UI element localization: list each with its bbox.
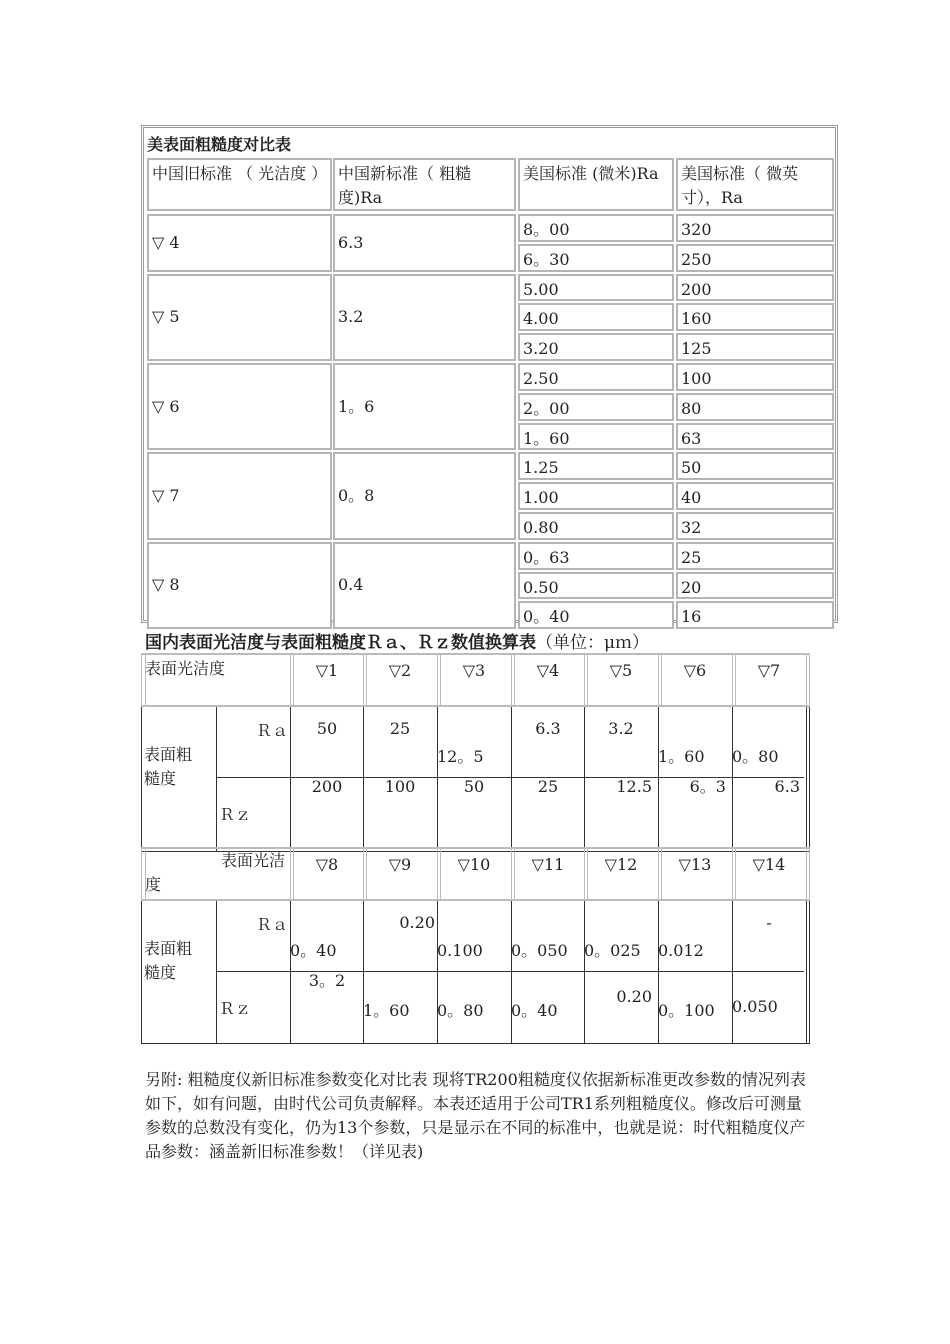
us-micron-ra-cell: 1.25	[518, 452, 674, 480]
body-right-border	[809, 707, 810, 851]
rz-value-cell: 3。2	[308, 971, 346, 990]
finish-roughness-conversion-table	[141, 653, 810, 1065]
ra-value-cell: 12。5	[437, 747, 484, 766]
new-standard-ra-cell: 0。8	[333, 452, 516, 539]
us-microinch-ra-cell: 80	[676, 393, 834, 421]
body-col-rule	[806, 901, 807, 1043]
ra-value-cell: 25	[389, 719, 411, 738]
body-left-border	[141, 901, 142, 1043]
us-microinch-ra-cell: 320	[676, 214, 834, 242]
us-micron-ra-cell: 6。30	[518, 244, 674, 272]
ra-value-cell: 50	[316, 719, 338, 738]
header-bottom-rule	[141, 705, 810, 707]
rz-value-cell: 0。40	[511, 1001, 558, 1020]
new-standard-ra-cell: 0.4	[333, 542, 516, 629]
finish-grade-label: ▽12	[604, 855, 638, 874]
surface-roughness-label: 表面粗糙度	[144, 939, 193, 982]
new-standard-ra-cell: 6.3	[333, 214, 516, 272]
table1-title: 美表面粗糙度对比表	[147, 135, 292, 154]
rz-value-cell: 1。60	[363, 1001, 410, 1020]
rz-value-cell: 0。100	[658, 1001, 715, 1020]
rz-value-cell: 0.050	[732, 997, 778, 1016]
ra-label: Ｒａ	[255, 721, 288, 740]
table2-title-text: 国内表面光洁度与表面粗糙度Ｒａ、Ｒｚ数值换算表	[145, 633, 536, 653]
table2-title	[145, 628, 649, 653]
old-standard-grade-cell: ▽ 8	[147, 542, 332, 629]
rz-value-cell: 6.3	[774, 777, 800, 796]
new-standard-ra-cell: 1。6	[333, 363, 516, 450]
finish-grade-label: ▽6	[683, 661, 707, 680]
ra-value-cell: 0。80	[732, 747, 779, 766]
finish-grade-label: ▽9	[388, 855, 412, 874]
header-col-rule	[806, 847, 807, 899]
rz-label: Ｒｚ	[219, 999, 252, 1018]
us-microinch-ra-cell: 16	[676, 601, 834, 629]
old-standard-grade-cell: ▽ 6	[147, 363, 332, 450]
us-microinch-ra-cell: 100	[676, 363, 834, 391]
rz-value-cell: 50	[463, 777, 485, 796]
finish-grade-label: ▽7	[757, 661, 781, 680]
us-micron-ra-cell: 3.20	[518, 333, 674, 361]
ra-value-cell: -	[766, 913, 772, 932]
old-standard-grade-cell: ▽ 4	[147, 214, 332, 272]
surface-finish-header: 表面光洁度	[145, 659, 226, 678]
rz-value-cell: 0.20	[616, 987, 652, 1006]
finish-grade-label: ▽10	[457, 855, 491, 874]
rz-label: Ｒｚ	[219, 805, 252, 824]
header-top-rule	[141, 653, 810, 655]
rz-value-cell: 0。80	[437, 1001, 484, 1020]
old-standard-grade-cell: ▽ 5	[147, 274, 332, 361]
table1-header-cell: 美国标准 (微米)Ra	[518, 158, 674, 211]
finish-grade-label: ▽4	[536, 661, 560, 680]
header-col-rule	[141, 653, 142, 705]
us-micron-ra-cell: 1。60	[518, 423, 674, 451]
us-microinch-ra-cell: 50	[676, 452, 834, 480]
table1-header-cell: 美国标准（ 微英寸），Ra	[676, 158, 834, 211]
table1-header-cell: 中国旧标准 （ 光洁度 ）	[147, 158, 332, 211]
finish-grade-label: ▽13	[678, 855, 712, 874]
finish-grade-label: ▽8	[315, 855, 339, 874]
header-col-rule	[809, 847, 810, 899]
us-micron-ra-cell: 0。63	[518, 542, 674, 570]
body-bottom-rule	[141, 1043, 810, 1044]
us-micron-ra-cell: 8。00	[518, 214, 674, 242]
us-micron-ra-cell: 5.00	[518, 274, 674, 302]
us-microinch-ra-cell: 25	[676, 542, 834, 570]
appendix-note: 另附: 粗糙度仪新旧标准参数变化对比表 现将TR200粗糙度仪依据新标准更改参数的情况列表如下，如有问题，由时代公司负责解释。本表还适用于公司TR1系列粗糙度仪。修改后可测量参数的总数没有变化，仍为13个参数，只是显示在不同的标准中，也就是说：时代粗糙度仪产品参数：涵盖新旧标准参数！（详见表)	[145, 1070, 806, 1161]
finish-grade-label: ▽1	[315, 661, 339, 680]
us-microinch-ra-cell: 63	[676, 423, 834, 451]
table2-unit: （单位：μｍ）	[536, 633, 650, 653]
us-micron-ra-cell: 4.00	[518, 303, 674, 331]
us-micron-ra-cell: 0.80	[518, 512, 674, 540]
rz-value-cell: 100	[384, 777, 416, 796]
ra-value-cell: 0。40	[290, 941, 337, 960]
us-micron-ra-cell: 0.50	[518, 572, 674, 600]
ra-value-cell: 0.20	[399, 913, 435, 932]
rz-value-cell: 25	[537, 777, 559, 796]
ra-label: Ｒａ	[255, 915, 288, 934]
header-col-rule	[806, 653, 807, 705]
ra-value-cell: 1。60	[658, 747, 705, 766]
us-microinch-ra-cell: 40	[676, 482, 834, 510]
us-roughness-comparison-table	[141, 125, 838, 627]
us-micron-ra-cell: 0。40	[518, 601, 674, 629]
rz-value-cell: 12.5	[616, 777, 652, 796]
finish-grade-label: ▽14	[752, 855, 786, 874]
header-col-rule	[141, 847, 142, 899]
ra-value-cell: 0。050	[511, 941, 568, 960]
surface-finish-header: 表面光洁 度	[145, 851, 285, 894]
us-micron-ra-cell: 2。00	[518, 393, 674, 421]
us-micron-ra-cell: 1.00	[518, 482, 674, 510]
header-col-rule	[809, 653, 810, 705]
rz-value-cell: 6。3	[689, 777, 726, 796]
us-microinch-ra-cell: 125	[676, 333, 834, 361]
old-standard-grade-cell: ▽ 7	[147, 452, 332, 539]
body-col-rule	[806, 707, 807, 851]
us-microinch-ra-cell: 20	[676, 572, 834, 600]
us-microinch-ra-cell: 200	[676, 274, 834, 302]
us-microinch-ra-cell: 160	[676, 303, 834, 331]
body-left-border	[141, 707, 142, 851]
surface-roughness-label: 表面粗糙度	[144, 745, 193, 788]
ra-value-cell: 6.3	[535, 719, 561, 738]
finish-grade-label: ▽2	[388, 661, 412, 680]
us-micron-ra-cell: 2.50	[518, 363, 674, 391]
ra-value-cell: 0。025	[584, 941, 641, 960]
finish-grade-label: ▽11	[531, 855, 565, 874]
header-bottom-rule	[141, 899, 810, 901]
finish-grade-label: ▽5	[609, 661, 633, 680]
table1-header-cell: 中国新标准（ 粗糙度)Ra	[333, 158, 516, 211]
finish-grade-label: ▽3	[462, 661, 486, 680]
ra-value-cell: 0.100	[437, 941, 483, 960]
body-right-border	[809, 901, 810, 1043]
us-microinch-ra-cell: 32	[676, 512, 834, 540]
rz-value-cell: 200	[311, 777, 343, 796]
ra-value-cell: 3.2	[608, 719, 634, 738]
us-microinch-ra-cell: 250	[676, 244, 834, 272]
ra-value-cell: 0.012	[658, 941, 704, 960]
new-standard-ra-cell: 3.2	[333, 274, 516, 361]
